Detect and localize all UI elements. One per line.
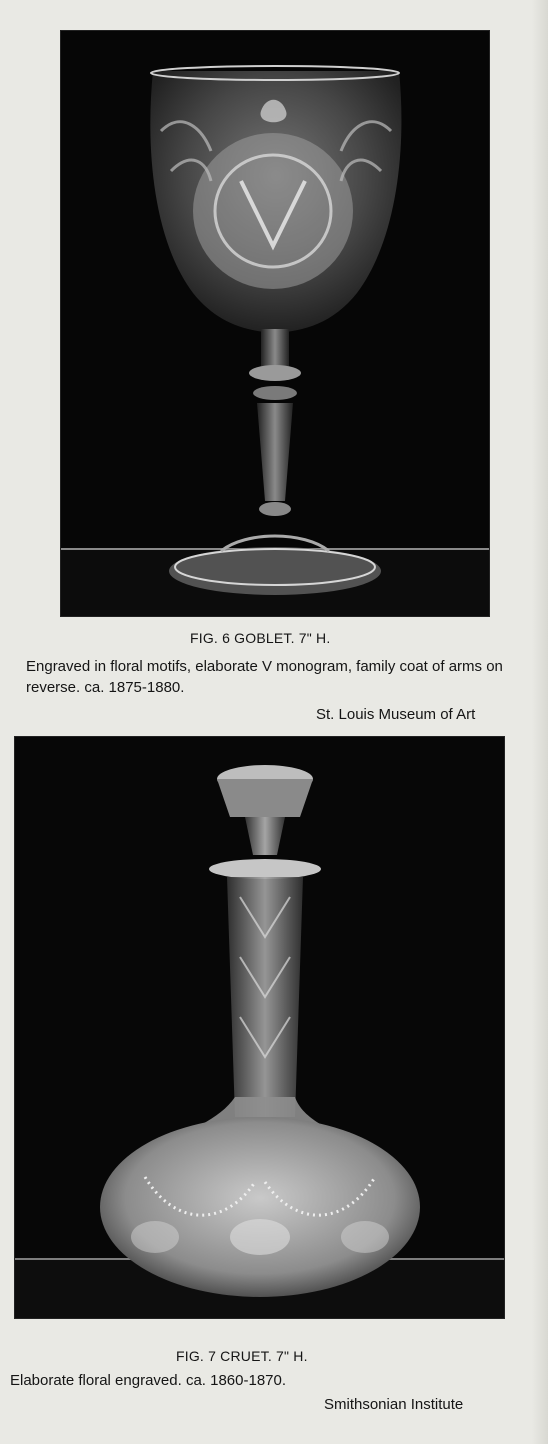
figure-6-credit: St. Louis Museum of Art xyxy=(316,706,476,723)
figure-7-caption: Elaborate floral engraved. ca. 1860-1870. xyxy=(10,1372,287,1389)
figure-7-title: FIG. 7 CRUET. 7" H. xyxy=(176,1348,308,1364)
goblet-photo xyxy=(60,30,490,617)
figure-6-title: FIG. 6 GOBLET. 7" H. xyxy=(190,630,331,646)
figure-7-credit: Smithsonian Institute xyxy=(324,1396,464,1413)
page-edge-shadow xyxy=(532,0,548,1444)
cruet-photo xyxy=(14,736,505,1319)
figure-6-caption: Engraved in floral motifs, elaborate V monogram, family coat of arms on reverse. ca. 1875-1880. xyxy=(26,658,503,696)
